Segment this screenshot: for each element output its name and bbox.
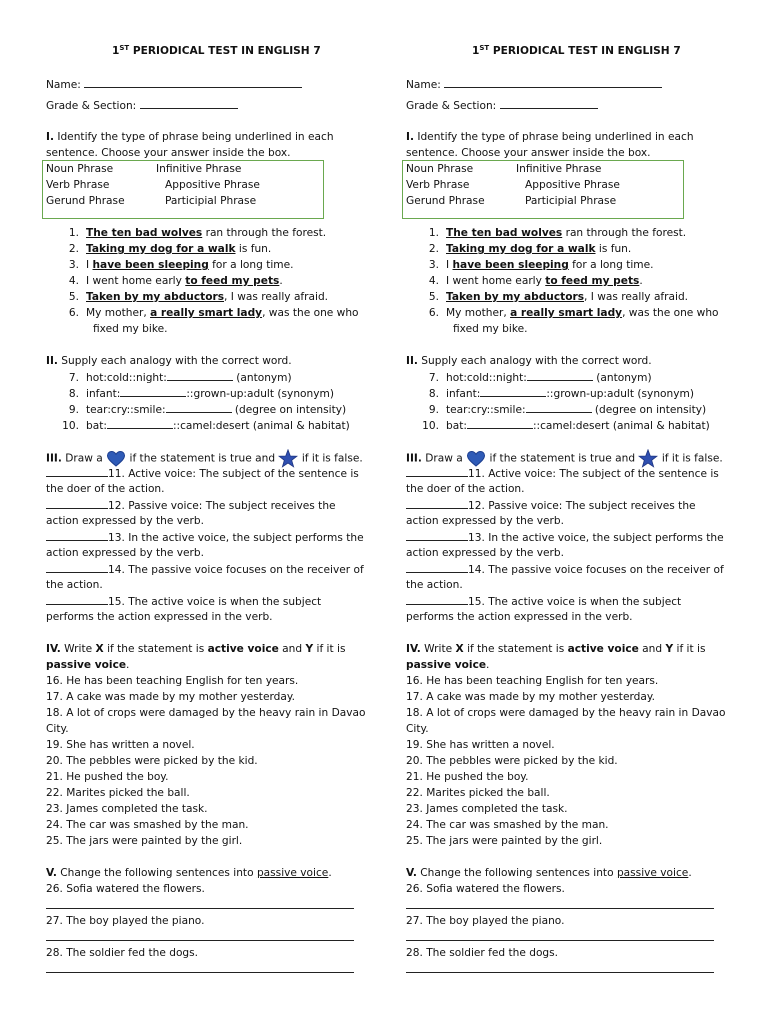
grade-section-line: Grade & Section: (406, 97, 598, 114)
item-10: 10. bat: ::camel:desert (animal & habitat) (46, 417, 350, 434)
answer-blank[interactable] (467, 417, 533, 429)
item-23: 23. James completed the task. (46, 803, 208, 815)
answer-blank[interactable] (527, 369, 593, 381)
answer-blank[interactable] (480, 385, 546, 397)
item-12: 12. Passive voice: The subject receives the (46, 497, 336, 514)
answer-blank[interactable] (46, 529, 108, 541)
item-6: 6. My mother, a really smart lady, was the one who (428, 307, 719, 319)
item-11: 11. Active voice: The subject of the sentence is (406, 465, 719, 482)
part1-instruction-2: sentence. Choose your answer inside the box. (406, 147, 651, 159)
item-11-continued: the doer of the action. (46, 483, 165, 495)
item-3: 3. I have been sleeping for a long time. (68, 259, 294, 271)
answer-blank[interactable] (46, 593, 108, 605)
item-5: 5. Taken by my abductors, I was really afraid. (68, 291, 329, 303)
answer-blank[interactable] (406, 465, 468, 477)
item-17: 17. A cake was made by my mother yesterday. (46, 691, 295, 703)
item-22: 22. Marites picked the ball. (46, 787, 190, 799)
item-6-continued: fixed my bike. (453, 323, 528, 335)
item-18: 18. A lot of crops were damaged by the heavy rain in Davao (46, 707, 366, 719)
item-13-continued: action expressed by the verb. (406, 547, 564, 559)
part1-instruction: I. Identify the type of phrase being underlined in each (406, 131, 694, 143)
item-26: 26. Sofia watered the flowers. (46, 883, 205, 895)
item-15-continued: performs the action expressed in the verb. (46, 611, 273, 623)
choice-verb-phrase: Verb Phrase (406, 179, 470, 191)
answer-blank[interactable] (166, 401, 232, 413)
item-8: 8. infant: ::grown-up:adult (synonym) (46, 385, 334, 402)
part4-instruction: IV. Write X if the statement is active voice and Y if it is (406, 643, 706, 655)
item-19: 19. She has written a novel. (46, 739, 195, 751)
item-4: 4. I went home early to feed my pets. (428, 275, 643, 287)
name-blank[interactable] (84, 76, 302, 88)
item-18-continued: City. (46, 723, 69, 735)
item-14-continued: the action. (406, 579, 463, 591)
choices-box (42, 160, 324, 219)
item-22: 22. Marites picked the ball. (406, 787, 550, 799)
item-16: 16. He has been teaching English for ten years. (46, 675, 299, 687)
item-12: 12. Passive voice: The subject receives the (406, 497, 696, 514)
choice-appositive-phrase: Appositive Phrase (525, 179, 620, 191)
choice-infinitive-phrase: Infinitive Phrase (156, 163, 242, 175)
item-8: 8. infant: ::grown-up:adult (synonym) (406, 385, 694, 402)
item-4: 4. I went home early to feed my pets. (68, 275, 283, 287)
item-27: 27. The boy played the piano. (46, 915, 205, 927)
choice-appositive-phrase: Appositive Phrase (165, 179, 260, 191)
item-15: 15. The active voice is when the subject (406, 593, 681, 610)
answer-blank[interactable] (406, 593, 468, 605)
answer-blank[interactable] (526, 401, 592, 413)
name-blank[interactable] (444, 76, 662, 88)
item-9: 9. tear:cry::smile: (degree on intensity) (406, 401, 706, 418)
item-25: 25. The jars were painted by the girl. (406, 835, 603, 847)
choice-infinitive-phrase: Infinitive Phrase (516, 163, 602, 175)
part4-instruction-2: passive voice. (46, 659, 130, 671)
answer-line-28[interactable] (406, 972, 714, 973)
answer-blank[interactable] (46, 465, 108, 477)
answer-blank[interactable] (107, 417, 173, 429)
item-25: 25. The jars were painted by the girl. (46, 835, 243, 847)
part4-instruction-2: passive voice. (406, 659, 490, 671)
item-27: 27. The boy played the piano. (406, 915, 565, 927)
item-5: 5. Taken by my abductors, I was really afraid. (428, 291, 689, 303)
answer-blank[interactable] (46, 561, 108, 573)
item-26: 26. Sofia watered the flowers. (406, 883, 565, 895)
item-12-continued: action expressed by the verb. (46, 515, 204, 527)
item-13: 13. In the active voice, the subject performs the (46, 529, 364, 546)
item-14-continued: the action. (46, 579, 103, 591)
item-16: 16. He has been teaching English for ten years. (406, 675, 659, 687)
answer-blank[interactable] (406, 529, 468, 541)
item-14: 14. The passive voice focuses on the receiver of (406, 561, 724, 578)
item-18: 18. A lot of crops were damaged by the heavy rain in Davao (406, 707, 726, 719)
part1-instruction: I. Identify the type of phrase being underlined in each (46, 131, 334, 143)
grade-section-blank[interactable] (500, 97, 598, 109)
item-20: 20. The pebbles were picked by the kid. (46, 755, 258, 767)
item-2: 2. Taking my dog for a walk is fun. (428, 243, 632, 255)
answer-line-26[interactable] (406, 908, 714, 909)
item-28: 28. The soldier fed the dogs. (46, 947, 199, 959)
item-11-continued: the doer of the action. (406, 483, 525, 495)
item-10: 10. bat: ::camel:desert (animal & habitat) (406, 417, 710, 434)
answer-blank[interactable] (406, 561, 468, 573)
item-19: 19. She has written a novel. (406, 739, 555, 751)
item-17: 17. A cake was made by my mother yesterday. (406, 691, 655, 703)
answer-line-27[interactable] (406, 940, 714, 941)
choice-gerund-phrase: Gerund Phrase (406, 195, 485, 207)
choice-gerund-phrase: Gerund Phrase (46, 195, 125, 207)
item-13: 13. In the active voice, the subject performs the (406, 529, 724, 546)
item-3: 3. I have been sleeping for a long time. (428, 259, 654, 271)
item-1: 1. The ten bad wolves ran through the forest. (428, 227, 687, 239)
item-18-continued: City. (406, 723, 429, 735)
item-28: 28. The soldier fed the dogs. (406, 947, 559, 959)
item-1: 1. The ten bad wolves ran through the forest. (68, 227, 327, 239)
grade-section-line: Grade & Section: (46, 97, 238, 114)
item-7: 7. hot:cold::night: (antonym) (406, 369, 652, 386)
answer-blank[interactable] (46, 497, 108, 509)
grade-section-blank[interactable] (140, 97, 238, 109)
test-title: 1ST PERIODICAL TEST IN ENGLISH 7 (472, 44, 681, 57)
choices-box (402, 160, 684, 219)
part1-instruction-2: sentence. Choose your answer inside the box. (46, 147, 291, 159)
part4-instruction: IV. Write X if the statement is active voice and Y if it is (46, 643, 346, 655)
item-23: 23. James completed the task. (406, 803, 568, 815)
choice-noun-phrase: Noun Phrase (406, 163, 474, 175)
item-24: 24. The car was smashed by the man. (406, 819, 609, 831)
item-6: 6. My mother, a really smart lady, was the one who (68, 307, 359, 319)
item-9: 9. tear:cry::smile: (degree on intensity) (46, 401, 346, 418)
answer-blank[interactable] (406, 497, 468, 509)
choice-participial-phrase: Participial Phrase (525, 195, 617, 207)
name-line: Name: (406, 76, 662, 93)
item-13-continued: action expressed by the verb. (46, 547, 204, 559)
answer-line-27[interactable] (46, 940, 354, 941)
answer-line-26[interactable] (46, 908, 354, 909)
part5-instruction: V. Change the following sentences into passive voice. (406, 867, 692, 879)
part3-instruction: III. Draw a if the statement is true and if it is false. (46, 449, 363, 468)
choice-participial-phrase: Participial Phrase (165, 195, 257, 207)
part5-instruction: V. Change the following sentences into passive voice. (46, 867, 332, 879)
answer-line-28[interactable] (46, 972, 354, 973)
item-21: 21. He pushed the boy. (46, 771, 169, 783)
choice-verb-phrase: Verb Phrase (46, 179, 110, 191)
item-2: 2. Taking my dog for a walk is fun. (68, 243, 272, 255)
item-6-continued: fixed my bike. (93, 323, 168, 335)
item-14: 14. The passive voice focuses on the receiver of (46, 561, 364, 578)
name-line: Name: (46, 76, 302, 93)
item-7: 7. hot:cold::night: (antonym) (46, 369, 292, 386)
answer-blank[interactable] (167, 369, 233, 381)
part2-instruction: II. Supply each analogy with the correct word. (46, 355, 292, 367)
test-title: 1ST PERIODICAL TEST IN ENGLISH 7 (112, 44, 321, 57)
item-12-continued: action expressed by the verb. (406, 515, 564, 527)
item-15: 15. The active voice is when the subject (46, 593, 321, 610)
part3-instruction: III. Draw a if the statement is true and if it is false. (406, 449, 723, 468)
answer-blank[interactable] (120, 385, 186, 397)
item-20: 20. The pebbles were picked by the kid. (406, 755, 618, 767)
choice-noun-phrase: Noun Phrase (46, 163, 114, 175)
part2-instruction: II. Supply each analogy with the correct word. (406, 355, 652, 367)
item-11: 11. Active voice: The subject of the sentence is (46, 465, 359, 482)
item-24: 24. The car was smashed by the man. (46, 819, 249, 831)
item-21: 21. He pushed the boy. (406, 771, 529, 783)
item-15-continued: performs the action expressed in the verb. (406, 611, 633, 623)
